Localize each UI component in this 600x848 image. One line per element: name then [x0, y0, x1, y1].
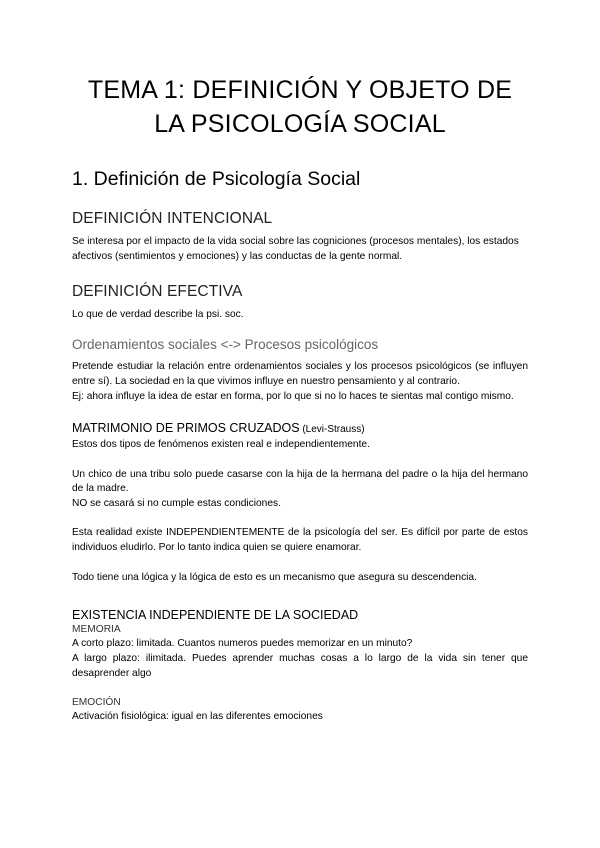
heading-definicion-efectiva: DEFINICIÓN EFECTIVA: [72, 283, 243, 301]
heading-matrimonio: [72, 420, 528, 438]
paragraph-definicion-intencional: Se interesa por el impacto de la vida social sobre las cogniciones (procesos mentales), los estados afectivos (sentimientos y emociones) y las conductas de la gente normal.: [72, 236, 519, 262]
paragraph-emocion-1: Activación fisiológica: igual en las diferentes emociones: [72, 711, 323, 722]
paragraph-memoria-2: A largo plazo: ilimitada. Puedes aprender muchas cosas a lo largo de la vida sin tener que desaprender algo: [72, 652, 528, 679]
paragraph-matrimonio-4: Esta realidad existe INDEPENDIENTEMENTE de la psicología del ser. Es difícil por parte de estos individuos eludirlo. Por lo tanto indica quien se quiere enamorar.: [72, 527, 528, 554]
paragraph-ordenamientos-2: Ej: ahora influye la idea de estar en forma, por lo que si no lo haces te sientas mal contigo mismo.: [72, 390, 514, 402]
label-memoria: MEMORIA: [72, 624, 121, 636]
paragraph-matrimonio-1: Estos dos tipos de fenómenos existen real e independientemente.: [72, 439, 370, 451]
paragraph-matrimonio-2: Un chico de una tribu solo puede casarse con la hija de la hermana del padre o la hija del hermano de la madre.: [72, 468, 528, 495]
label-emocion: EMOCIÓN: [72, 697, 121, 708]
paragraph-matrimonio-5: Todo tiene una lógica y la lógica de esto es un mecanismo que asegura su descendencia.: [72, 571, 477, 583]
heading-matrimonio-author: (Levi-Strauss): [299, 424, 365, 436]
heading-ordenamientos: Ordenamientos sociales <-> Procesos psicológicos: [72, 337, 379, 353]
paragraph-memoria-1: A corto plazo: limitada. Cuantos numeros puedes memorizar en un minuto?: [72, 638, 413, 650]
heading-definicion-intencional: DEFINICIÓN INTENCIONAL: [72, 210, 273, 227]
title-line-1: TEMA 1: DEFINICIÓN Y OBJETO DE: [87, 76, 513, 104]
paragraph-matrimonio-3: NO se casará si no cumple estas condiciones.: [72, 498, 281, 510]
title-line-2: LA PSICOLOGÍA SOCIAL: [154, 110, 446, 138]
document-title: [72, 0, 528, 141]
heading-existencia: EXISTENCIA INDEPENDIENTE DE LA SOCIEDAD: [72, 608, 359, 623]
heading-matrimonio-text: MATRIMONIO DE PRIMOS CRUZADOS: [72, 421, 300, 436]
section-heading-definicion: 1. Definición de Psicología Social: [72, 168, 361, 190]
paragraph-definicion-efectiva: Lo que de verdad describe la psi. soc.: [72, 309, 244, 321]
paragraph-ordenamientos-1: Pretende estudiar la relación entre ordenamientos sociales y los procesos psicológicos (se influyen entre sí). La sociedad en la que vivimos influye en nuestro pensamiento y al contrario.: [72, 361, 528, 387]
